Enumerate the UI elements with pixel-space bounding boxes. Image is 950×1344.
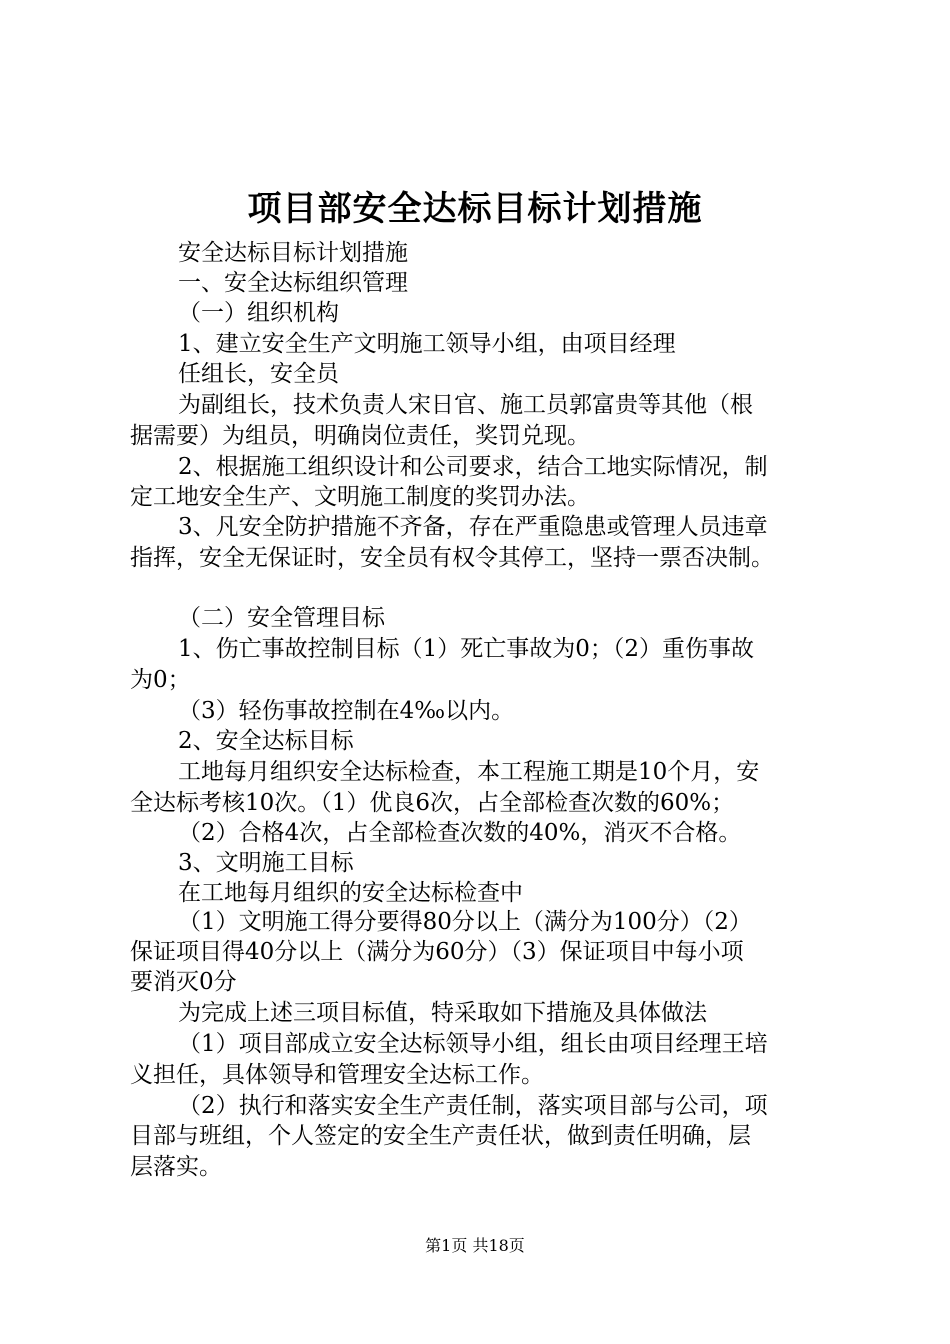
text-line: 为0；: [130, 667, 191, 693]
text-line: 3、文明施工目标: [178, 850, 354, 876]
text-line: 2、根据施工组织设计和公司要求，结合工地实际情况，制: [178, 454, 768, 480]
text-line: （3）轻伤事故控制在4‰以内。: [178, 698, 515, 724]
text-line: 在工地每月组织的安全达标检查中: [178, 880, 523, 906]
text-line: 3、凡安全防护措施不齐备，存在严重隐患或管理人员违章: [178, 514, 768, 540]
text-line: 目部与班组，个人签定的安全生产责任状，做到责任明确，层: [130, 1123, 751, 1149]
text-line: 安全达标目标计划措施: [178, 240, 408, 266]
text-line: （2）执行和落实安全生产责任制，落实项目部与公司，项: [178, 1093, 768, 1119]
text-line: 据需要）为组员，明确岗位责任，奖罚兑现。: [130, 423, 590, 449]
text-line: 2、安全达标目标: [178, 728, 354, 754]
text-line: 层落实。: [130, 1154, 222, 1180]
text-line: （1）项目部成立安全达标领导小组，组长由项目经理王培: [178, 1031, 768, 1057]
text-line: 指挥，安全无保证时，安全员有权令其停工，坚持一票否决制。: [130, 545, 774, 571]
text-line: （一）组织机构: [178, 300, 339, 326]
text-line: 一、安全达标组织管理: [178, 270, 408, 296]
text-line: 要消灭0分: [130, 969, 237, 995]
text-line: （2）合格4次，占全部检查次数的40%，消灭不合格。: [178, 820, 742, 846]
document-title: 项目部安全达标目标计划措施: [247, 189, 703, 229]
text-line: （二）安全管理目标: [178, 605, 385, 631]
page-number-footer: 第1页 共18页: [425, 1236, 525, 1255]
text-line: 定工地安全生产、文明施工制度的奖罚办法。: [130, 484, 590, 510]
text-line: 义担任，具体领导和管理安全达标工作。: [130, 1062, 544, 1088]
text-line: 工地每月组织安全达标检查，本工程施工期是10个月，安: [178, 759, 760, 785]
text-line: 保证项目得40分以上（满分为60分）（3）保证项目中每小项: [130, 939, 744, 965]
text-line: 为副组长，技术负责人宋日官、施工员郭富贵等其他（根: [178, 392, 753, 418]
text-line: 为完成上述三项目标值，特采取如下措施及具体做法: [178, 1000, 707, 1026]
text-line: 1、伤亡事故控制目标（1）死亡事故为0；（2）重伤事故: [178, 636, 755, 662]
text-line: 全达标考核10次。（1）优良6次，占全部检查次数的60%；: [130, 790, 735, 816]
text-line: 任组长，安全员: [178, 361, 339, 387]
text-line: （1）文明施工得分要得80分以上（满分为100分）（2）: [178, 909, 752, 935]
text-line: 1、建立安全生产文明施工领导小组，由项目经理: [178, 331, 676, 357]
